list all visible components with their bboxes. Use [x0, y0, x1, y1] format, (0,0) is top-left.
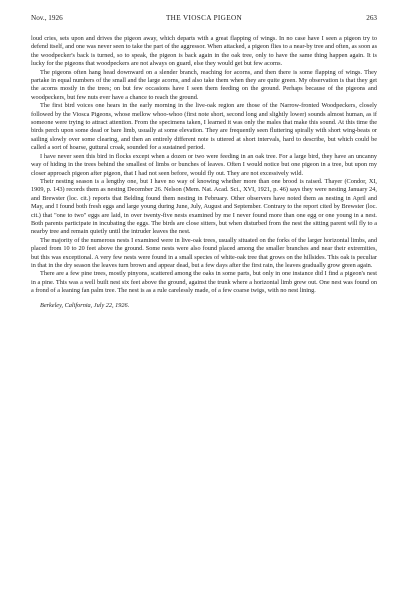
article-body	[31, 35, 377, 310]
paragraph: There are a few pine trees, mostly pinyons, scattered among the oaks in some parts, but only in one instance did I find a pigeon's nest in a pine. This was a well built nest six feet above the ground, against the trunk where a horizontal limb grew out. One nest was found on a frond of a leaning fan palm tree. The nest is as a rule carelessly made, of a few coarse twigs, with no nest lining.	[31, 270, 377, 295]
paragraph: I have never seen this bird in flocks except when a dozen or two were feeding in an oak tree. For a large bird, they have an uncanny way of hiding in the trees behind the smallest of limbs or bunches of leaves. Often I would notice but one pigeon in a tree, but upon my closer approach pigeon after pigeon, that I had not seen before, would fly out. They are not excessively wild.	[31, 152, 377, 177]
page-number: 263	[366, 14, 377, 22]
signature-text: Berkeley, California, July 22, 1926.	[40, 301, 130, 309]
paragraph: Their nesting season is a lengthy one, but I have no way of knowing whether more than one brood is raised. Thayer (Condor, XI, 1909, p. 143) records them as nesting December 26. Nelson (Mem. Nat. Acad. Sci., XVI, 1921, p. 46) says they were nesting January 24, and Brewster (loc. cit.) reports that Belding found them nesting in February. Other observers have noted them as nesting in April and May, and I found both fresh eggs and large young during June, July, August and September. Contrary to the report cited by Brewster (loc. cit.) that "one to two" eggs are laid, in over twenty-five nests examined by me I never found more than one egg or one young in a nest. Both parents participate in incubating the eggs. The birds are close sitters, but when disturbed from the nest the sitting parent will fly to a nearby tree and remain quietly until the intruder leaves the nest.	[31, 177, 377, 236]
header-date: Nov., 1926	[31, 14, 63, 22]
paragraph: The pigeons often hang head downward on a slender branch, reaching for acorns, and then there is some flapping of wings. They partake in equal numbers of the small and the large acorns, and also take them when they are quite green. My observation is that they get the acorns mostly in the trees; on but few occasions have I seen them feeding on the ground. Perhaps because of the pigeons and woodpeckers, but few nuts ever have a chance to reach the ground.	[31, 68, 377, 101]
header-title: THE VIOSCA PIGEON	[165, 14, 243, 22]
paragraph: loud cries, sets upon and drives the pigeon away, which departs with a great flapping of wings. In no case have I seen a pigeon try to defend itself, and one was never seen to take the part of the aggressor. When attacked, a pigeon flies to a near-by tree and often, as soon as the woodpecker's back is turned, so to speak, the pigeon is back again in the oak tree, only to have the same thing happen again. It is lucky for the pigeons that woodpeckers are not always on guard, else they would get but few acorns.	[31, 35, 377, 68]
paragraph: The first bird voices one hears in the early morning in the live-oak region are those of the Narrow-fronted Woodpeckers, closely followed by the Viosca Pigeons, whose mellow whoo-whoo (first note short, second long and slightly lower) sounds almost human, as if someone were trying to attract attention. From the specimens taken, I learned it was only the males that make this sound. At this time the birds perch upon some dead or bare limb, usually at some elevation. They are frequently seen fluttering spirally with short wing-beats or sailing slowly over some clearing, and then an entirely different note is uttered at short intervals, hard to describe, but which could be called a sort of hoarse, guttural croak, sounded for a sustained period.	[31, 102, 377, 152]
running-header	[31, 13, 377, 23]
paragraph: The majority of the numerous nests I examined were in live-oak trees, usually situated on the forks of the larger horizontal limbs, and placed from 10 to 20 feet above the ground. Some nests were also found placed among the smaller branches and near their extremities, but this was exceptional. A very few nests were found in a small species of white-oak tree that grows on the hillsides. This oak is peculiar in that in the dry season the leaves turn brown and appear dead, but a few days after the first rain, the leaves gradually grow green again.	[31, 236, 377, 269]
author-location-date	[31, 302, 377, 310]
